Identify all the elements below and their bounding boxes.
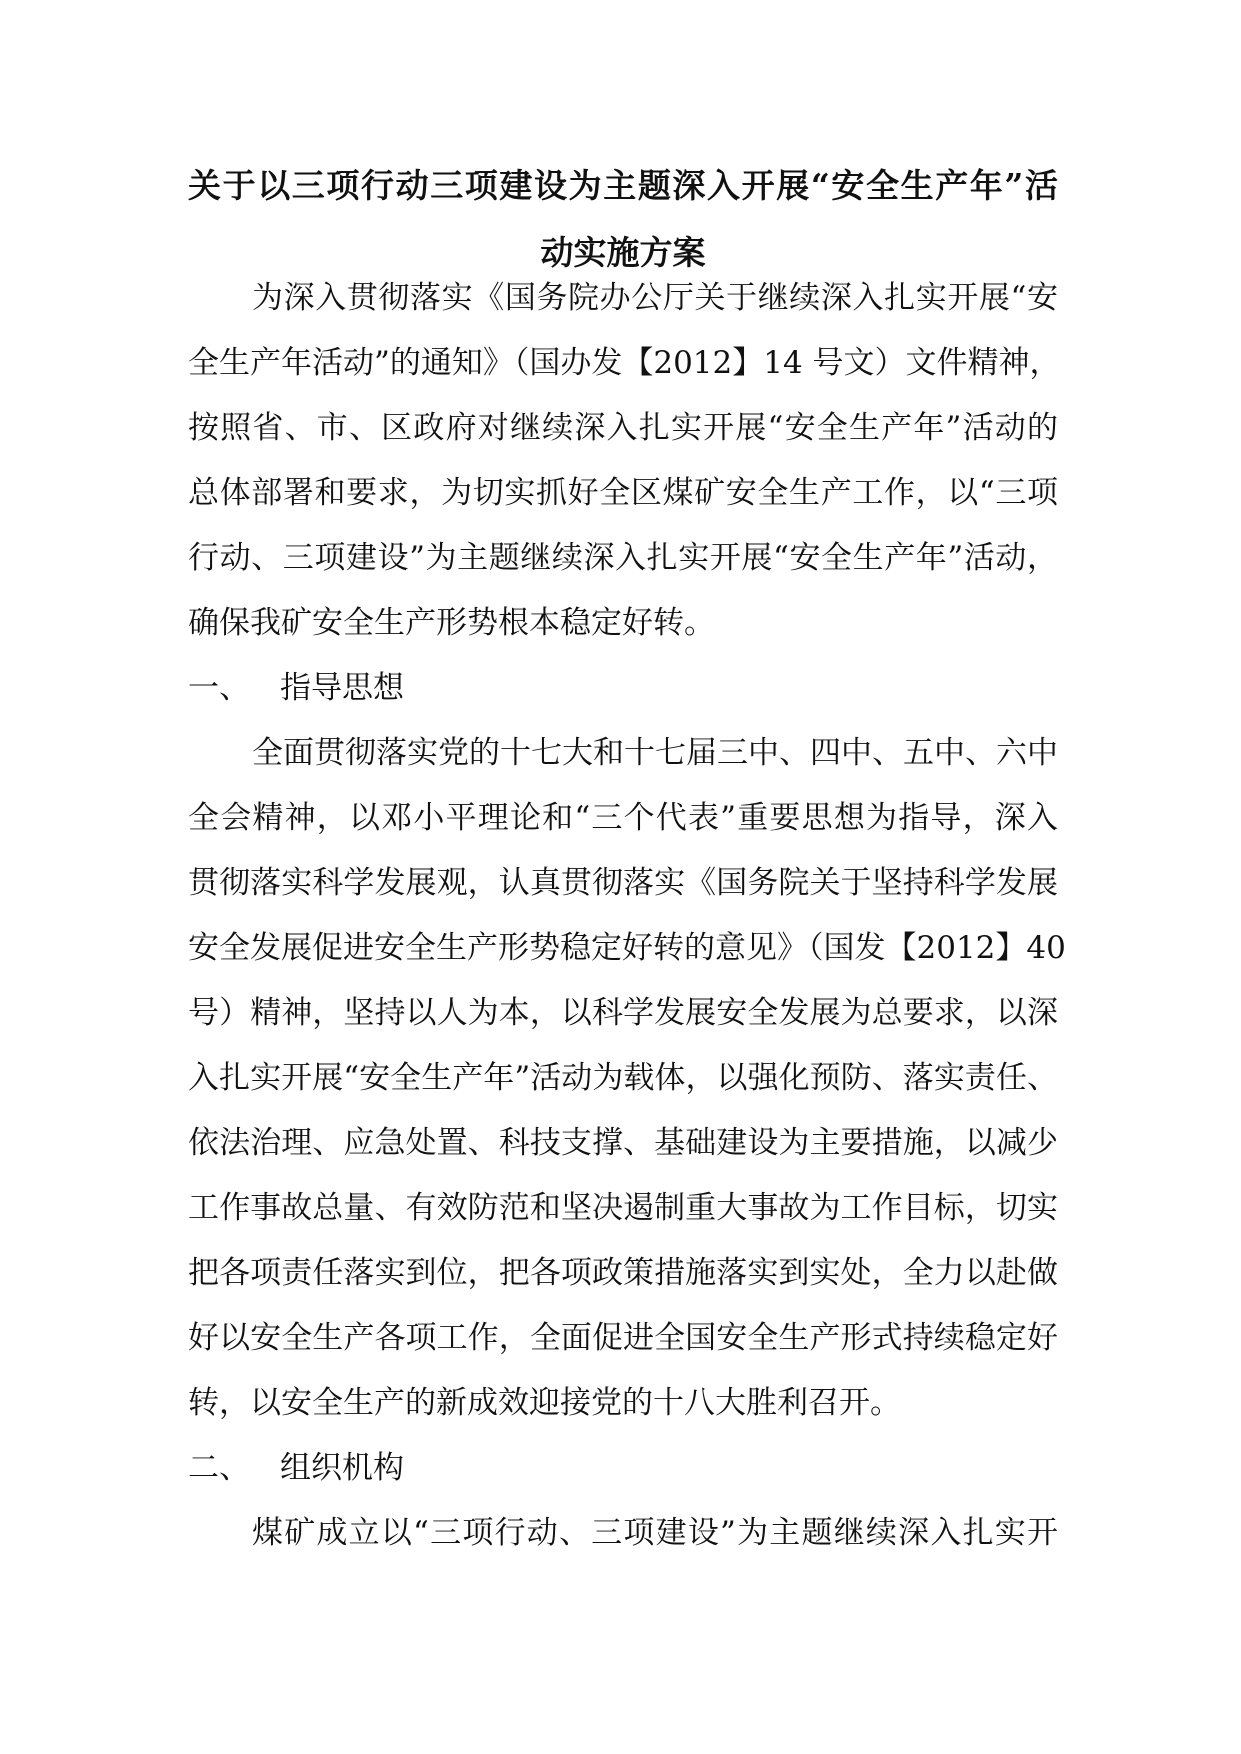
section1-paragraph-line: 好以安全生产各项工作，全面促进全国安全生产形式持续稳定好	[188, 1320, 1058, 1356]
intro-paragraph-line: 总体部署和要求，为切实抓好全区煤矿安全生产工作，以“三项	[188, 475, 1058, 511]
section-label: 组织机构	[280, 1450, 404, 1486]
section-heading-2	[188, 1450, 404, 1486]
section1-paragraph-line: 依法治理、应急处置、科技支撑、基础建设为主要措施，以减少	[188, 1125, 1058, 1161]
section1-paragraph-line: 把各项责任落实到位，把各项政策措施落实到实处，全力以赴做	[188, 1255, 1058, 1291]
section-number: 二、	[188, 1450, 250, 1486]
section1-paragraph-line: 转，以安全生产的新成效迎接党的十八大胜利召开。	[188, 1385, 901, 1421]
section1-paragraph-line: 全面贯彻落实党的十七大和十七届三中、四中、五中、六中	[252, 735, 1058, 771]
intro-paragraph-line: 全生产年活动”的通知》（国办发【2012】14 号文）文件精神，	[188, 345, 1061, 381]
section1-paragraph-line: 号）精神，坚持以人为本，以科学发展安全发展为总要求，以深	[188, 995, 1058, 1031]
document-title-line-1: 关于以三项行动三项建设为主题深入开展“安全生产年”活	[188, 166, 1058, 205]
section-number: 一、	[188, 670, 250, 706]
section-heading-1	[188, 670, 404, 706]
section1-paragraph-line: 安全发展促进安全生产形势稳定好转的意见》（国发【2012】40	[188, 930, 1066, 966]
intro-paragraph-line: 为深入贯彻落实《国务院办公厅关于继续深入扎实开展“安	[252, 280, 1058, 316]
section1-paragraph-line: 工作事故总量、有效防范和坚决遏制重大事故为工作目标，切实	[188, 1190, 1058, 1226]
section1-paragraph-line: 贯彻落实科学发展观，认真贯彻落实《国务院关于坚持科学发展	[188, 865, 1058, 901]
intro-paragraph-line: 行动、三项建设”为主题继续深入扎实开展“安全生产年”活动，	[188, 540, 1058, 576]
intro-paragraph-line: 确保我矿安全生产形势根本稳定好转。	[188, 605, 715, 641]
section1-paragraph-line: 全会精神，以邓小平理论和“三个代表”重要思想为指导，深入	[188, 800, 1058, 836]
document-title-line-2: 动实施方案	[540, 233, 706, 272]
section-label: 指导思想	[280, 670, 404, 706]
intro-paragraph-line: 按照省、市、区政府对继续深入扎实开展“安全生产年”活动的	[188, 410, 1058, 446]
section2-paragraph-line: 煤矿成立以“三项行动、三项建设”为主题继续深入扎实开	[252, 1515, 1058, 1551]
section1-paragraph-line: 入扎实开展“安全生产年”活动为载体，以强化预防、落实责任、	[188, 1060, 1058, 1096]
